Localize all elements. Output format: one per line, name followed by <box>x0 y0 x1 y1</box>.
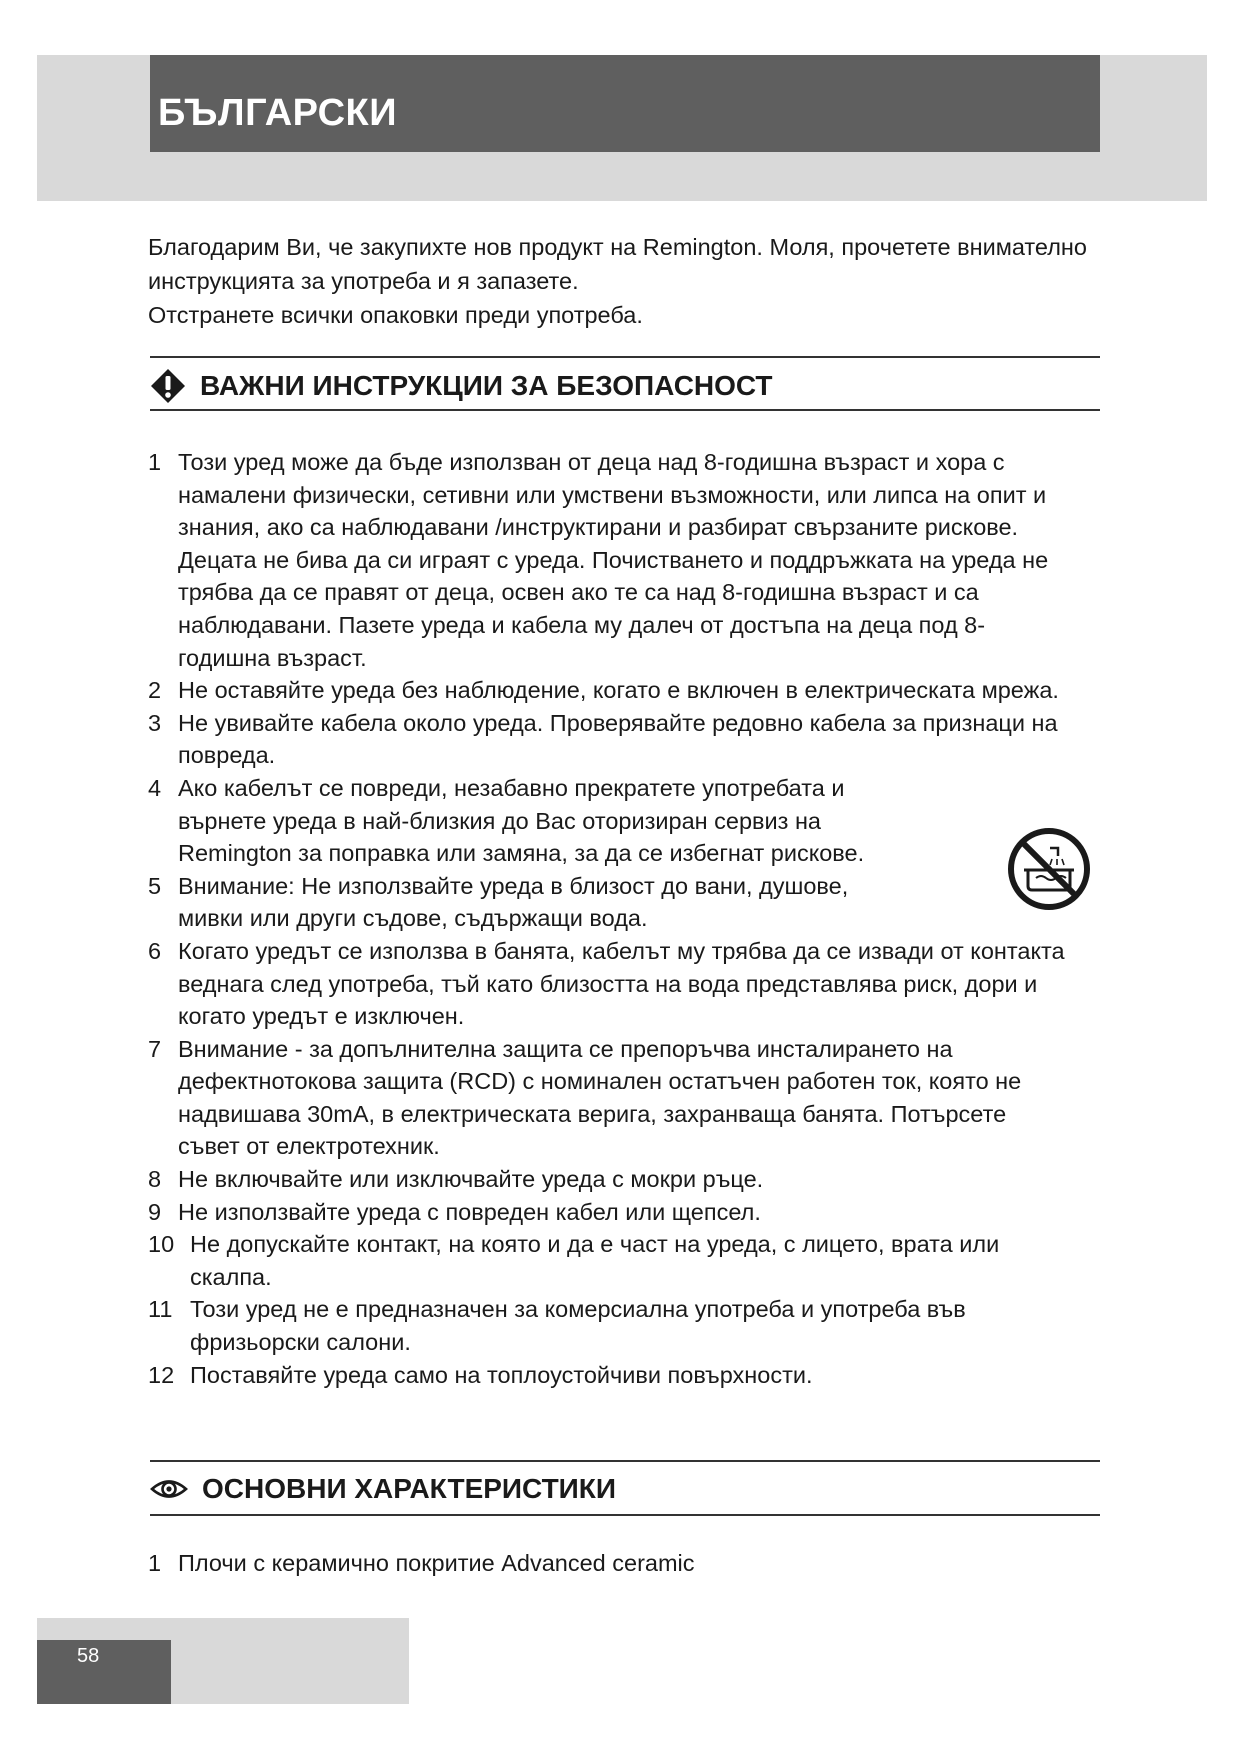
item-text: Не допускайте контакт, на която и да е част на уреда, с лицето, врата или скалпа. <box>190 1231 1000 1290</box>
item-number: 7 <box>148 1035 162 1062</box>
list-item <box>148 707 1073 772</box>
item-number: 1 <box>148 449 162 475</box>
intro <box>148 230 1098 332</box>
eye-icon <box>150 1476 188 1502</box>
safety-list <box>148 446 1073 1391</box>
item-text: Поставяйте уреда само на топлоустойчиви повърхности. <box>190 1361 813 1388</box>
section-rule-top <box>150 1460 1100 1462</box>
footer-box <box>37 1640 171 1704</box>
item-text: Когато уредът се използва в банята, кабелът му трябва да се извади от контакта веднага след употреба, тъй като близостта на вода представлява риск, дори и когато уредът е изключен. <box>178 937 1065 1030</box>
section-rule-bottom <box>150 1514 1100 1516</box>
item-number: 6 <box>148 937 162 964</box>
item-number: 3 <box>148 709 162 736</box>
item-text: Този уред не е предназначен за комерсиална употреба и употреба във фризьорски салони. <box>190 1296 966 1356</box>
item-number: 8 <box>148 1166 162 1193</box>
no-water-use-icon <box>1006 826 1092 912</box>
features-heading <box>150 1473 616 1505</box>
list-item <box>148 1228 1073 1293</box>
item-text: Не увивайте кабела около уреда. Проверявайте редовно кабела за признаци на повреда. <box>178 709 1058 769</box>
list-item <box>148 1359 1073 1392</box>
item-text: Не използвайте уреда с повреден кабел или щепсел. <box>178 1198 761 1225</box>
item-text: Внимание - за допълнителна защита се препоръчва инсталирането на дефектнотокова защита (RCD) с номинален остатъчен работен ток, която не надвишава 30mA, в електрическата верига, захранваща банята. Потърсете съвет от електротехник. <box>178 1035 1022 1160</box>
list-item <box>148 772 1073 870</box>
intro-remove-packaging: Отстранете всички опаковки преди употреба. <box>148 302 643 328</box>
item-number: 2 <box>148 677 162 704</box>
item-number: 12 <box>148 1361 175 1388</box>
item-text: Не оставяйте уреда без наблюдение, когато е включен в електрическата мрежа. <box>178 677 1059 704</box>
list-item <box>148 1163 1073 1196</box>
item-number: 11 <box>148 1296 173 1323</box>
section-rule-top <box>150 356 1100 358</box>
list-item <box>148 1550 695 1577</box>
warning-icon <box>150 368 186 404</box>
list-item <box>148 870 1073 935</box>
item-text: Този уред може да бъде използван от деца над 8-годишна възраст и хора с намалени физически, сетивни или умствени възможности, или липса на опит и знания, ако са наблюдавани /инструктирани и разбират свързаните рискове. Децата не бива да си играят с уреда. Почистването и поддръжката на уреда не трябва да се правят от деца, освен ако те са над 8-годишна възраст и са наблюдавани. Пазете уреда и кабела му далеч от достъпа на деца под 8-годишна възраст. <box>178 449 1049 671</box>
item-text: Не включвайте или изключвайте уреда с мокри ръце. <box>178 1166 764 1193</box>
list-item <box>148 446 1073 674</box>
item-text: Плочи с керамично покритие Advanced ceramic <box>178 1550 695 1576</box>
item-number: 5 <box>148 872 162 899</box>
intro-thanks: Благодарим Ви, че закупихте нов продукт на Remington. Моля, прочетете внимателно инструкцията за употреба и я запазете. <box>148 234 1087 294</box>
item-number: 10 <box>148 1231 175 1258</box>
item-number: 9 <box>148 1198 162 1225</box>
list-item <box>148 674 1073 707</box>
features-list <box>148 1550 695 1577</box>
list-item <box>148 935 1073 1033</box>
safety-title: ВАЖНИ ИНСТРУКЦИИ ЗА БЕЗОПАСНОСТ <box>200 370 773 401</box>
item-text: Ако кабелът се повреди, незабавно прекратете употребата и върнете уреда в най-близкия до Вас оторизиран сервиз на Remington за поправка или замяна, за да се избегнат рискове. <box>178 774 865 867</box>
list-item <box>148 1196 1073 1229</box>
item-text: Внимание: Не използвайте уреда в близост до вани, душове, мивки или други съдове, съдържащи вода. <box>178 872 849 932</box>
section-rule-bottom <box>150 409 1100 411</box>
safety-heading <box>150 368 773 404</box>
features-title: ОСНОВНИ ХАРАКТЕРИСТИКИ <box>202 1473 617 1504</box>
item-number: 4 <box>148 774 162 801</box>
item-number: 1 <box>148 1550 162 1576</box>
list-item <box>148 1033 1073 1163</box>
list-item <box>148 1293 1073 1358</box>
page-title: БЪЛГАРСКИ <box>158 92 398 134</box>
page-number: 58 <box>77 1645 100 1667</box>
